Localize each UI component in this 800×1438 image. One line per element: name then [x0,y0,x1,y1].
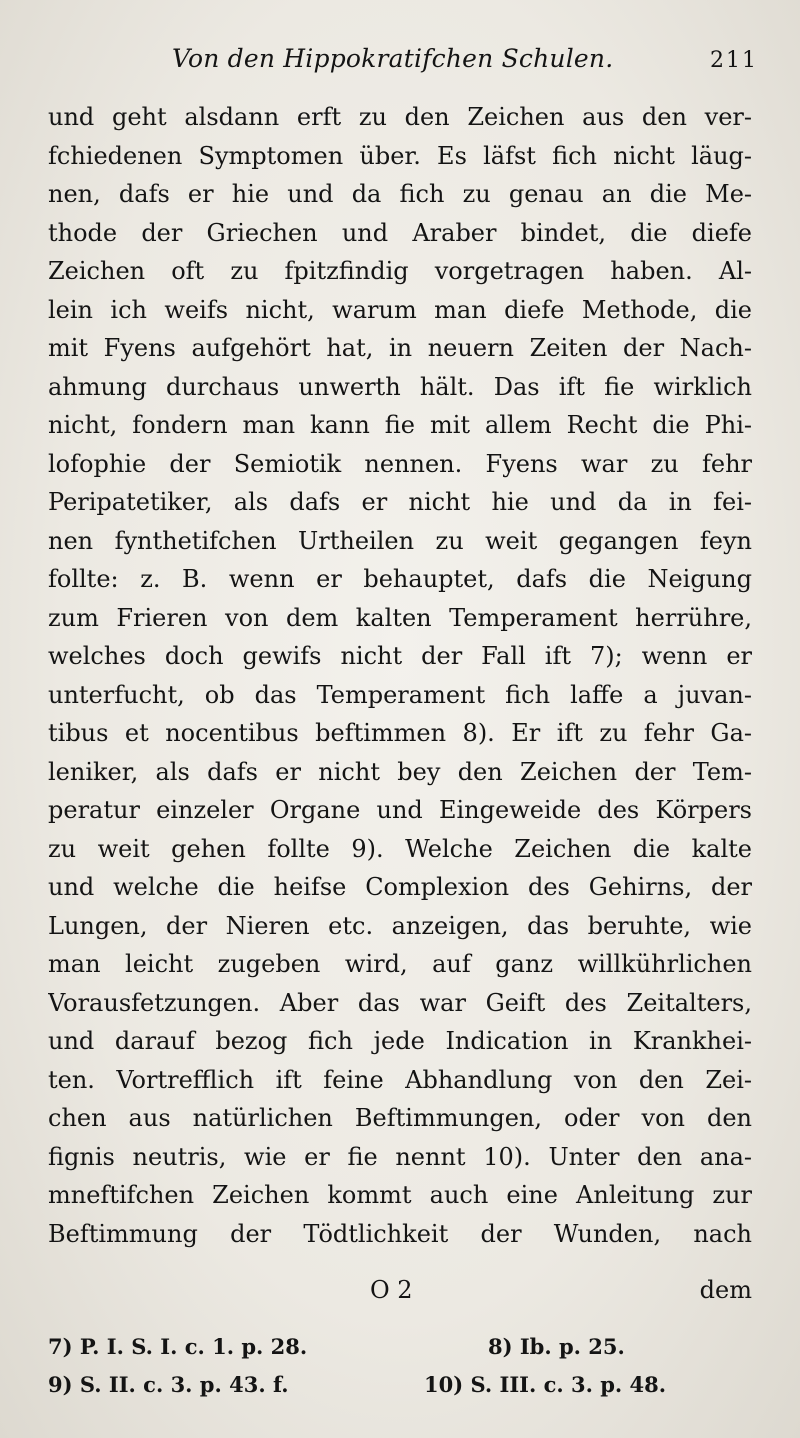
text-line: lein ich weifs nicht, warum man diefe Methode, die [48,295,752,324]
text-line: unterfucht, ob das Temperament fich laffe a juvan- [48,680,752,709]
text-line: fignis neutris, wie er fie nennt 10). Unter den ana- [48,1142,752,1171]
text-line: nicht, fondern man kann fie mit allem Recht die Phi- [48,411,752,439]
page-number: 211 [710,48,758,73]
text-line: Lungen, der Nieren etc. anzeigen, das beruhte, wie [48,911,752,940]
footnote: 7) P. I. S. I. c. 1. p. 28. [48,1334,308,1359]
text-line: nen, dafs er hie und da fich zu genau an die Me- [48,180,752,208]
text-line: lofophie der Semiotik nennen. Fyens war zu fehr [48,449,752,478]
text-line: chen aus natürlichen Beftimmungen, oder von den [48,1104,752,1132]
footnotes [48,1334,752,1414]
text-line: leniker, als dafs er nicht bey den Zeichen der Tem- [48,757,752,786]
text-line: zum Frieren von dem kalten Temperament herrühre, [48,603,752,632]
signature-row [48,1276,752,1310]
text-line: zu weit gehen follte 9). Welche Zeichen die kalte [48,834,752,863]
text-line: mneftifchen Zeichen kommt auch eine Anleitung zur [48,1181,752,1209]
text-line: und welche die heifse Complexion des Gehirns, der [48,873,752,901]
footnote: 10) S. III. c. 3. p. 48. [424,1372,667,1397]
text-line: ahmung durchaus unwerth hält. Das ift fie wirklich [48,372,752,401]
text-line: mit Fyens aufgehört hat, in neuern Zeiten der Nach- [48,334,752,362]
footnote: 9) S. II. c. 3. p. 43. f. [48,1372,289,1397]
text-line: tibus et nocentibus beftimmen 8). Er ift zu fehr Ga- [48,719,752,747]
catchword: dem [699,1276,752,1304]
signature-mark: O 2 [370,1276,413,1304]
text-line: nen fynthetifchen Urtheilen zu weit gegangen feyn [48,526,752,555]
text-line: Zeichen oft zu fpitzfindig vorgetragen haben. Al- [48,257,752,285]
text-line: fchiedenen Symptomen über. Es läfst fich nicht läug- [48,141,752,170]
text-line: thode der Griechen und Araber bindet, die diefe [48,218,752,247]
text-line: und geht alsdann erft zu den Zeichen aus den ver- [48,103,752,131]
text-line: Vorausfetzungen. Aber das war Geift des Zeitalters, [48,988,752,1017]
text-line: Beftimmung der Tödtlichkeit der Wunden, nach [48,1219,752,1248]
text-line: peratur einzeler Organe und Eingeweide des Körpers [48,796,752,824]
text-line: Peripatetiker, als dafs er nicht hie und da in fei- [48,488,752,516]
footnote: 8) Ib. p. 25. [488,1334,625,1359]
text-line: follte: z. B. wenn er behauptet, dafs die Neigung [48,565,752,593]
running-title: Von den Hippokratifchen Schulen. [172,44,614,73]
text-line: und darauf bezog fich jede Indication in Krankhei- [48,1027,752,1055]
body-text [48,98,752,1253]
text-line: welches doch gewifs nicht der Fall ift 7); wenn er [48,642,752,670]
text-line: ten. Vortrefflich ift feine Abhandlung von den Zei- [48,1065,752,1094]
running-head [0,44,800,84]
text-line: man leicht zugeben wird, auf ganz willkührlichen [48,950,752,978]
